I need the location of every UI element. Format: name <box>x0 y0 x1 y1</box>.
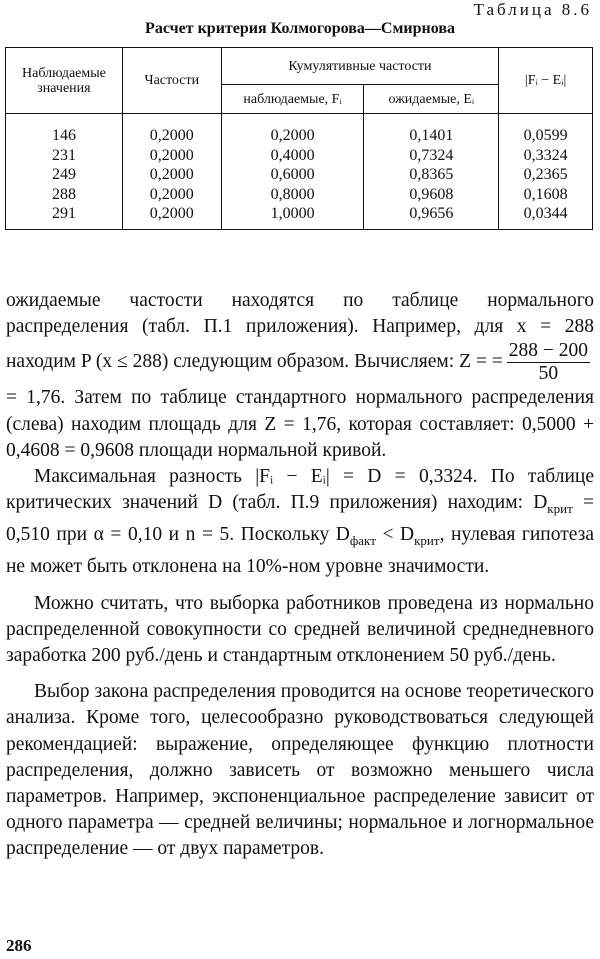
subscript-krit: крит <box>414 533 440 549</box>
table-cell: 291 <box>6 204 123 229</box>
table-cell: 0,8000 <box>221 185 364 205</box>
paragraph-text: < D <box>375 524 415 546</box>
subscript-fakt: факт <box>349 533 376 549</box>
paragraph-text: Максимальная разность |Fᵢ − Eᵢ| = D = 0,3324. По таблице критических значений D (табл. П.9 приложения) находим: D <box>6 466 594 514</box>
header-expected-ei: ожидаемые, Eᵢ <box>364 85 499 114</box>
paragraph-expected-frequencies <box>6 288 594 464</box>
table-cell: 0,0344 <box>499 204 593 229</box>
table-cell: 0,2000 <box>122 114 221 146</box>
table-cell: 0,0599 <box>499 114 593 146</box>
table-cell: 0,9608 <box>364 185 499 205</box>
table-row <box>6 114 593 146</box>
body-text <box>6 288 594 863</box>
table-cell: 146 <box>6 114 123 146</box>
table-cell: 0,3324 <box>499 146 593 166</box>
header-observed-fi: наблюдаемые, Fᵢ <box>221 85 364 114</box>
table-cell: 1,0000 <box>221 204 364 229</box>
subscript-krit: крит <box>547 501 573 517</box>
table-cell: 249 <box>6 165 123 185</box>
table-cell: 0,1401 <box>364 114 499 146</box>
header-observed-values: Наблюдаемые значения <box>6 48 123 114</box>
paragraph-max-difference <box>6 464 594 581</box>
table-title: Расчет критерия Колмогорова—Смирнова <box>145 20 455 37</box>
table-cell: 0,2365 <box>499 165 593 185</box>
table-row <box>6 146 593 166</box>
table-cell: 0,8365 <box>364 165 499 185</box>
table-cell: 0,4000 <box>221 146 364 166</box>
table-cell: 0,2000 <box>122 204 221 229</box>
table-cell: 0,6000 <box>221 165 364 185</box>
header-diff: |Fᵢ − Eᵢ| <box>499 48 593 114</box>
paragraph-text: , нулевая гипотеза не может быть отклонена на 10%-ном уровне значимости. <box>6 524 594 578</box>
table-cell: 0,7324 <box>364 146 499 166</box>
header-frequencies: Частости <box>122 48 221 114</box>
table-row <box>6 185 593 205</box>
page-number: 286 <box>6 936 32 955</box>
paragraph-text: ожидаемые частости находятся по таблице нормального распределения (табл. П.1 приложения). Например, для x = 288 находим P (x ≤ 288) следующим образом. Вычисляем: Z = = <box>6 290 594 373</box>
paragraph-text: = 0,510 при α = 0,10 и n = 5. Поскольку D <box>6 492 594 546</box>
fraction-denominator: 50 <box>538 363 559 385</box>
table-cell: 0,2000 <box>122 185 221 205</box>
table-cell: 231 <box>6 146 123 166</box>
table-cell: 288 <box>6 185 123 205</box>
table-cell: 0,2000 <box>122 146 221 166</box>
paragraph-sample-conclusion: Можно считать, что выборка работников проведена из нормально распределенной совокупности со средней величиной среднедневного заработка 200 руб./день и стандартным отклонением 50 руб./день. <box>6 592 594 667</box>
table-cell: 0,2000 <box>122 165 221 185</box>
z-fraction <box>507 340 590 385</box>
table-cell: 0,9656 <box>364 204 499 229</box>
table-row <box>6 204 593 229</box>
table-cell: 0,1608 <box>499 185 593 205</box>
table-label: Таблица 8.6 <box>473 0 592 19</box>
fraction-numerator: 288 − 200 <box>508 340 588 362</box>
table-row <box>6 165 593 185</box>
table-cell: 0,2000 <box>221 114 364 146</box>
kolmogorov-table <box>5 47 593 230</box>
paragraph-text: = 1,76. Затем по таблице стандартного нормального распределения (слева) находим площадь для Z = 1,76, которая составляет: 0,5000 + 0,4608 = 0,9608 площади нормальной кривой. <box>6 387 594 461</box>
paragraph-distribution-choice: Выбор закона распределения проводится на основе теоретического анализа. Кроме того, целесообразно руководствоваться следующей рекомендацией: выражение, определяющее функцию плотности распределения, должно зависеть от возможно меньшего числа параметров. Например, экспоненциальное распределение зависит от одного параметра — средней величины; нормальное и логнормальное распределение — от двух параметров. <box>6 681 594 860</box>
header-cumulative: Кумулятивные частости <box>221 48 499 85</box>
